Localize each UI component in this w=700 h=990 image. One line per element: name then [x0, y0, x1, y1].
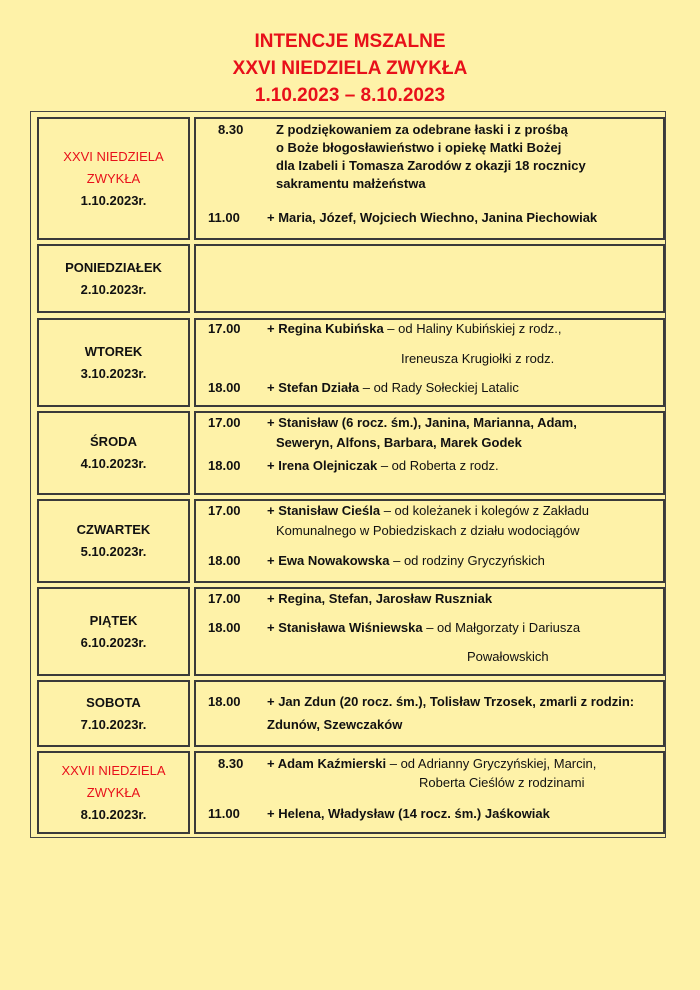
- mass-time: 8.30: [218, 122, 244, 137]
- mass-time: 17.00: [208, 591, 241, 606]
- intention-text: + Irena Olejniczak – od Roberta z rodz.: [267, 458, 499, 473]
- mass-time: 18.00: [208, 620, 241, 635]
- intention-continuation: Roberta Cieślów z rodzinami: [419, 775, 585, 790]
- intentions-cell-saturday: [194, 680, 665, 747]
- intentions-cell-monday: [194, 244, 665, 313]
- intention-text: + Stefan Działa – od Rady Sołeckiej Latalic: [267, 380, 519, 395]
- day-name: WTOREK: [84, 343, 143, 359]
- mass-time: 11.00: [208, 806, 240, 821]
- intention-continuation: Komunalnego w Pobiedziskach z działu wodociągów: [276, 523, 580, 538]
- day-name: PIĄTEK: [89, 612, 138, 628]
- intention-text: o Boże błogosławieństwo i opiekę Matki Bożej: [276, 140, 562, 155]
- mass-time: 18.00: [208, 458, 241, 473]
- intentions-cell-friday: [194, 587, 665, 676]
- day-cell-sunday-1: [37, 117, 190, 240]
- day-name-2: ZWYKŁA: [86, 170, 141, 186]
- day-name: ŚRODA: [90, 434, 137, 449]
- day-name: XXVI NIEDZIELA: [63, 148, 164, 164]
- mass-time: 18.00: [208, 694, 241, 709]
- day-cell-thursday: [37, 499, 190, 583]
- intentions-cell-wednesday: [194, 411, 665, 495]
- intention-text: sakramentu małżeństwa: [276, 176, 426, 191]
- day-name: PONIEDZIAŁEK: [65, 259, 162, 275]
- day-cell-saturday: [37, 680, 190, 747]
- title-line-1: INTENCJE MSZALNE: [254, 31, 446, 52]
- day-date: 6.10.2023r.: [80, 634, 147, 650]
- intention-text: + Stanisław Cieśla – od koleżanek i kolegów z Zakładu: [267, 503, 589, 518]
- mass-time: 18.00: [208, 380, 241, 395]
- intention-text: + Helena, Władysław (14 rocz. śm.) Jaśkowiak: [267, 806, 550, 821]
- day-cell-sunday-2: [37, 751, 190, 834]
- intention-text: + Regina Kubińska – od Haliny Kubińskiej z rodz.,: [267, 321, 562, 336]
- day-name: CZWARTEK: [76, 522, 151, 537]
- intentions-cell-thursday: [194, 499, 665, 583]
- mass-time: 17.00: [208, 503, 241, 518]
- intention-continuation: Zdunów, Szewczaków: [267, 717, 403, 732]
- day-date: 2.10.2023r.: [80, 281, 147, 297]
- mass-time: 8.30: [218, 756, 244, 771]
- title-line-2: XXVI NIEDZIELA ZWYKŁA: [232, 58, 468, 79]
- day-cell-tuesday: [37, 318, 190, 407]
- mass-time: 11.00: [208, 210, 240, 225]
- day-cell-friday: [37, 587, 190, 676]
- intention-text: + Stanisław (6 rocz. śm.), Janina, Marianna, Adam,: [267, 415, 577, 430]
- day-date: 4.10.2023r.: [80, 456, 147, 471]
- day-date: 3.10.2023r.: [80, 365, 147, 381]
- day-date: 8.10.2023r.: [80, 806, 147, 822]
- mass-time: 18.00: [208, 553, 241, 568]
- intention-continuation: Seweryn, Alfons, Barbara, Marek Godek: [276, 435, 522, 450]
- intention-continuation: Powałowskich: [467, 649, 549, 664]
- intention-text: + Maria, Józef, Wojciech Wiechno, Janina Piechowiak: [267, 210, 598, 225]
- intention-text: + Stanisława Wiśniewska – od Małgorzaty i Dariusza: [267, 620, 581, 635]
- mass-time: 17.00: [208, 415, 241, 430]
- intentions-cell-sunday-2: [194, 751, 665, 834]
- day-name-2: ZWYKŁA: [86, 784, 141, 800]
- day-cell-monday: [37, 244, 190, 313]
- intention-text: + Jan Zdun (20 rocz. śm.), Tolisław Trzosek, zmarli z rodzin:: [267, 694, 635, 709]
- day-date: 5.10.2023r.: [80, 544, 147, 559]
- intentions-cell-sunday-1: [194, 117, 665, 240]
- intentions-cell-tuesday: [194, 318, 665, 407]
- day-name: SOBOTA: [86, 694, 141, 710]
- intention-text: dla Izabeli i Tomasza Zarodów z okazji 18 rocznicy: [276, 158, 586, 173]
- intention-text: + Regina, Stefan, Jarosław Ruszniak: [267, 591, 493, 606]
- title-line-3: 1.10.2023 – 8.10.2023: [254, 85, 446, 106]
- mass-time: 17.00: [208, 321, 241, 336]
- day-date: 1.10.2023r.: [80, 192, 147, 208]
- intention-continuation: Ireneusza Krugiołki z rodz.: [401, 351, 555, 366]
- intention-text: + Adam Kaźmierski – od Adrianny Gryczyńskiej, Marcin,: [267, 756, 597, 771]
- day-name: XXVII NIEDZIELA: [61, 762, 166, 778]
- day-cell-wednesday: [37, 411, 190, 495]
- intention-text: Z podziękowaniem za odebrane łaski i z prośbą: [276, 122, 568, 137]
- intention-text: + Ewa Nowakowska – od rodziny Gryczyńskich: [267, 553, 545, 568]
- page-header: [0, 28, 700, 109]
- day-date: 7.10.2023r.: [80, 716, 147, 732]
